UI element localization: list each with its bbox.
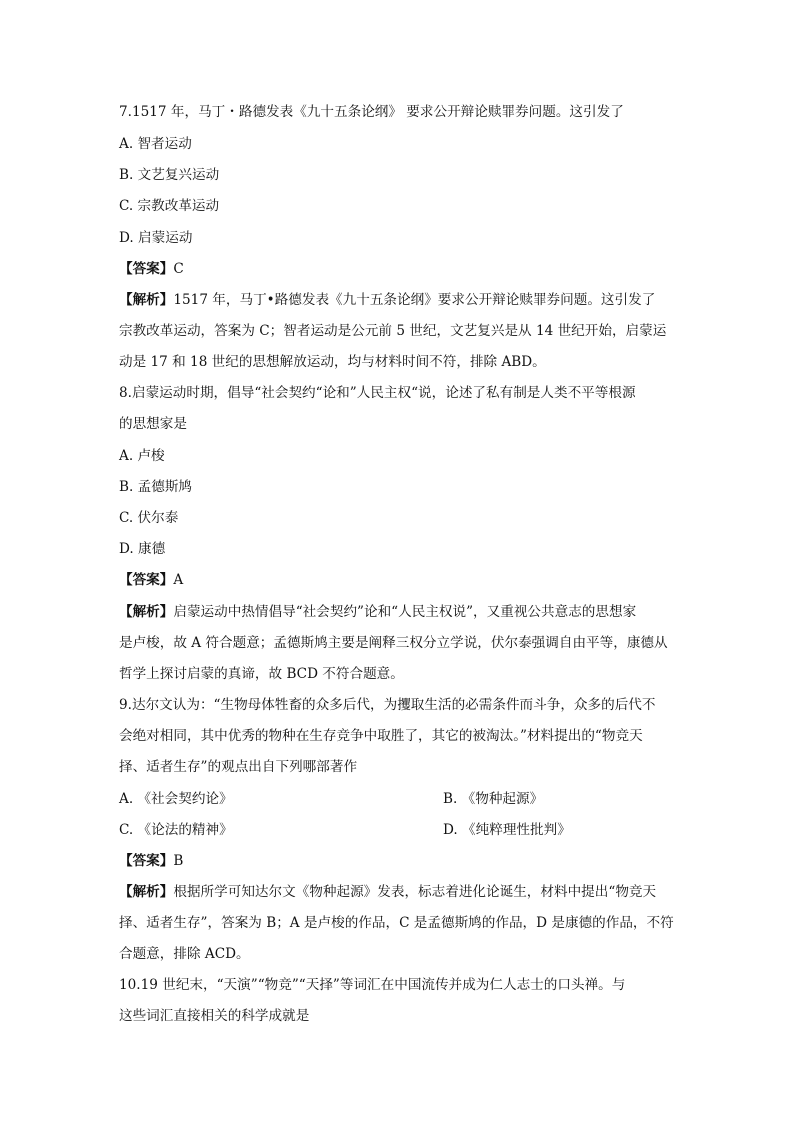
analysis-tag: 【解析】 bbox=[119, 604, 174, 620]
question-9-stem: 择、适者生存”的观点出自下列哪部著作 bbox=[119, 759, 358, 775]
question-7-analysis-line: 动是 17 和 18 世纪的思想解放运动，均与材料时间不符，排除 ABD。 bbox=[119, 354, 546, 370]
analysis-text: 启蒙运动中热情倡导“社会契约”论和“人民主权说”，又重视公共意志的思想家 bbox=[173, 604, 637, 620]
answer-tag: 【答案】 bbox=[119, 572, 174, 588]
question-7-stem: 7.1517 年，马丁・路德发表《九十五条论纲》 要求公开辩论赎罪券问题。这引发了 bbox=[119, 104, 624, 120]
question-9-stem: 9.达尔文认为：“生物母体牲畜的众多后代，为攫取生活的必需条件而斗争，众多的后代不 bbox=[119, 697, 656, 713]
analysis-text: 1517 年，马丁•路德发表《九十五条论纲》要求公开辩论赎罪券问题。这引发了 bbox=[173, 292, 656, 308]
question-7-analysis-line: 宗教改革运动，答案为 C；智者运动是公元前 5 世纪，文艺复兴是从 14 世纪开始，启蒙运 bbox=[119, 323, 667, 339]
question-9-options-row bbox=[119, 820, 679, 840]
answer-value: A bbox=[173, 572, 184, 588]
question-7-option-b: B. 文艺复兴运动 bbox=[119, 167, 220, 183]
analysis-tag: 【解析】 bbox=[119, 884, 174, 900]
question-7-answer bbox=[119, 259, 679, 279]
question-7-option-a: A. 智者运动 bbox=[119, 136, 192, 152]
question-9-stem: 会绝对相同，其中优秀的物种在生存竞争中取胜了，其它的被淘汰。”材料提出的“物竞天 bbox=[119, 728, 643, 744]
question-7-option-c: C. 宗教改革运动 bbox=[119, 198, 220, 214]
question-8-analysis-line: 是卢梭，故 A 符合题意；孟德斯鸠主要是阐释三权分立学说，伏尔泰强调自由平等，康德从 bbox=[119, 635, 668, 651]
question-8-stem: 8.启蒙运动时期，倡导“社会契约“论和”人民主权“说，论述了私有制是人类不平等根源 bbox=[119, 385, 636, 401]
question-8-stem: 的思想家是 bbox=[119, 416, 187, 432]
question-8-analysis-line bbox=[119, 602, 679, 622]
question-8-answer bbox=[119, 570, 679, 590]
question-10-stem: 10.19 世纪末，“天演”“物竞”“天择”等词汇在中国流传并成为仁人志士的口头禅。与 bbox=[119, 977, 626, 993]
question-8-option-d: D. 康德 bbox=[119, 541, 166, 557]
question-7-option-d: D. 启蒙运动 bbox=[119, 230, 193, 246]
question-9-answer bbox=[119, 851, 679, 871]
question-8-option-a: A. 卢梭 bbox=[119, 448, 165, 464]
analysis-tag: 【解析】 bbox=[119, 292, 174, 308]
answer-value: B bbox=[173, 853, 184, 869]
question-8-option-b: B. 孟德斯鸠 bbox=[119, 479, 193, 495]
question-10-stem: 这些词汇直接相关的科学成就是 bbox=[119, 1008, 310, 1024]
question-9-option-d: D. 《纯粹理性批判》 bbox=[443, 822, 571, 838]
question-8-analysis-line: 哲学上探讨启蒙的真谛，故 BCD 不符合题意。 bbox=[119, 666, 404, 682]
question-9-analysis-line: 合题意，排除 ACD。 bbox=[119, 946, 250, 962]
answer-tag: 【答案】 bbox=[119, 261, 174, 277]
question-9-option-c: C. 《论法的精神》 bbox=[119, 822, 233, 838]
question-9-analysis-line bbox=[119, 882, 679, 902]
question-9-option-a: A. 《社会契约论》 bbox=[119, 791, 233, 807]
answer-tag: 【答案】 bbox=[119, 853, 174, 869]
question-9-analysis-line: 择、适者生存”，答案为 B；A 是卢梭的作品，C 是孟德斯鸠的作品，D 是康德的作品，不符 bbox=[119, 915, 674, 931]
question-7-analysis-line bbox=[119, 290, 679, 310]
question-9-option-b: B. 《物种起源》 bbox=[443, 791, 544, 807]
analysis-text: 根据所学可知达尔文《物种起源》发表，标志着进化论诞生，材料中提出“物竞天 bbox=[173, 884, 657, 900]
question-8-option-c: C. 伏尔泰 bbox=[119, 510, 179, 526]
question-9-options-row bbox=[119, 789, 679, 809]
answer-value: C bbox=[173, 261, 184, 277]
